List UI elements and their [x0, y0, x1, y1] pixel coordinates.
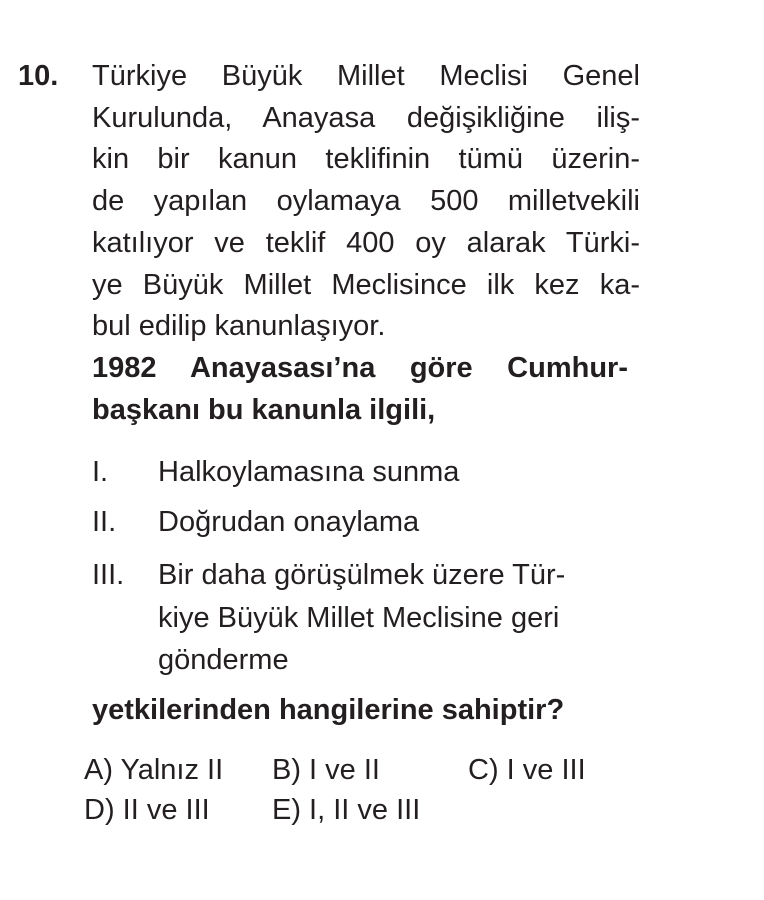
- stem-line: bul edilip kanunlaşıyor.: [92, 310, 386, 343]
- question-number: 10.: [18, 60, 59, 92]
- stem-line: katılıyor ve teklif 400 oy alarak Türki-: [92, 226, 640, 259]
- option-c[interactable]: C) I ve III: [468, 754, 586, 786]
- option-d[interactable]: D) II ve III: [84, 794, 210, 826]
- stem-line: kin bir kanun teklifinin tümü üzerin-: [92, 143, 640, 176]
- stem-line: Türkiye Büyük Millet Meclisi Genel: [92, 60, 640, 92]
- statement-text: Doğrudan onaylama: [158, 506, 420, 538]
- stem-line: ye Büyük Millet Meclisince ilk kez ka-: [92, 268, 640, 301]
- statement-text: Halkoylamasına sunma: [158, 456, 460, 488]
- statement-text: kiye Büyük Millet Meclisine geri: [158, 602, 560, 634]
- option-b[interactable]: B) I ve II: [272, 754, 380, 786]
- stem-line: Kurulunda, Anayasa değişikliğine iliş-: [92, 101, 640, 134]
- statement-text: Bir daha görüşülmek üzere Tür-: [158, 559, 566, 591]
- option-a[interactable]: A) Yalnız II: [84, 754, 224, 786]
- question-lead: [92, 348, 628, 431]
- statement-numeral: II.: [92, 506, 117, 538]
- statement-numeral: I.: [92, 456, 109, 488]
- statement-text: gönderme: [158, 644, 289, 676]
- option-e[interactable]: E) I, II ve III: [272, 794, 421, 826]
- lead-line: başkanı bu kanunla ilgili,: [92, 393, 436, 426]
- question-stem: [92, 56, 640, 348]
- statement-numeral: III.: [92, 559, 125, 591]
- question-prompt: yetkilerinden hangilerine sahiptir?: [92, 694, 565, 726]
- lead-line: 1982 Anayasası’na göre Cumhur-: [92, 352, 628, 384]
- stem-line: de yapılan oylamaya 500 milletvekili: [92, 185, 640, 218]
